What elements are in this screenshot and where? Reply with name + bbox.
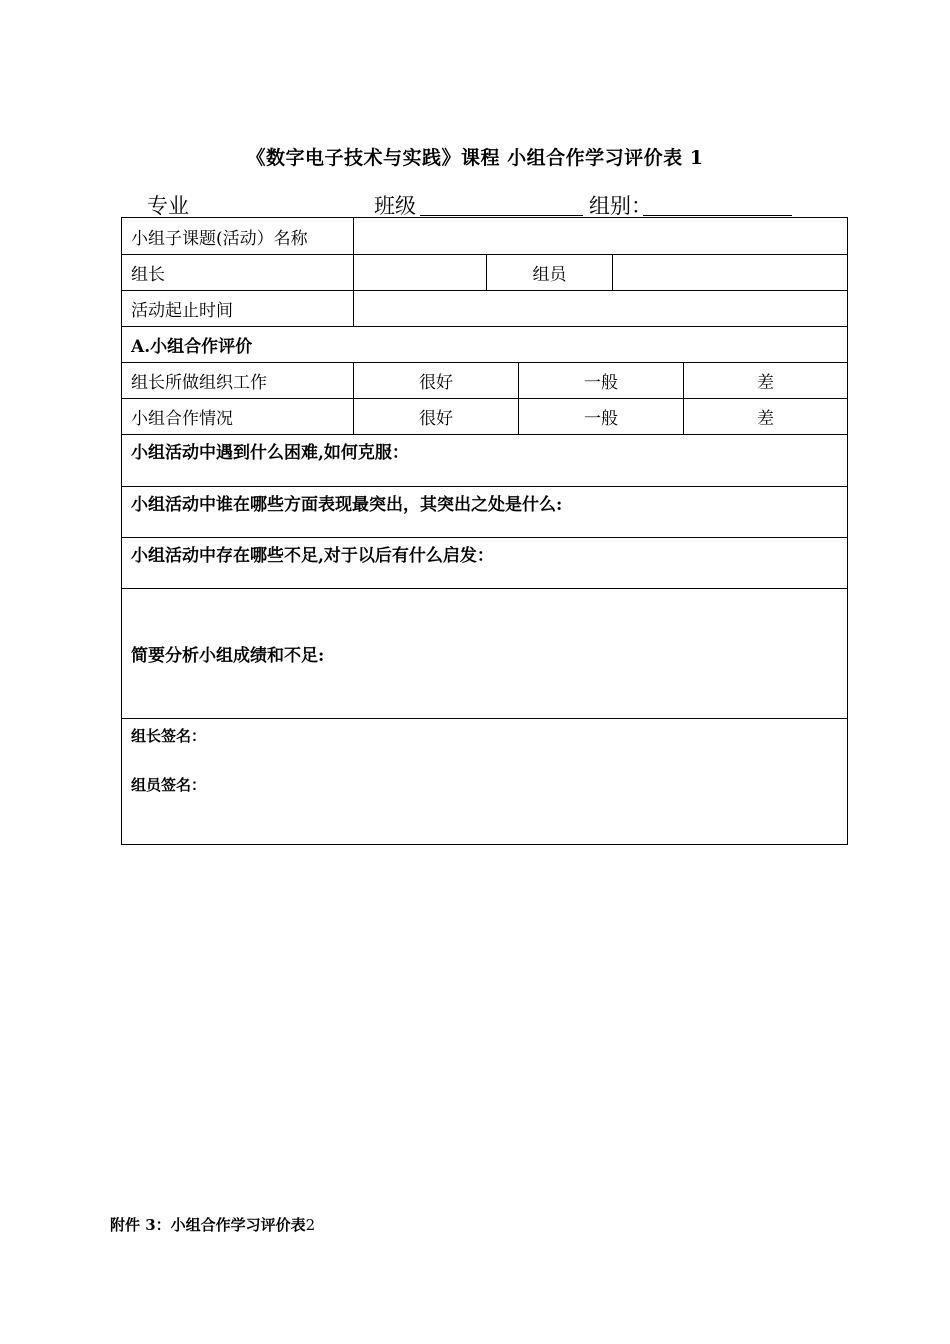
member-field[interactable] (613, 255, 848, 291)
document-title: 《数字电子技术与实践》课程 小组合作学习评价表 1 (246, 147, 704, 169)
topic-label: 小组子课题(活动）名称 (122, 218, 354, 255)
signature-spacer (131, 748, 838, 773)
rating-row (122, 363, 848, 399)
rating-option-poor[interactable]: 差 (684, 363, 848, 399)
section-a-heading: A.小组合作评价 (122, 327, 848, 363)
footer-label: 附件 3：小组合作学习评价表 (110, 1216, 306, 1234)
member-label: 组员 (487, 255, 613, 291)
group-underline (643, 215, 792, 216)
highlight-question[interactable]: 小组活动中谁在哪些方面表现最突出，其突出之处是什么: (122, 487, 848, 538)
footer-caption (110, 1214, 315, 1235)
topic-field[interactable] (354, 218, 848, 255)
rating-option-average[interactable]: 一般 (519, 363, 684, 399)
footer-number: 2 (305, 1216, 316, 1234)
difficulty-question[interactable]: 小组活动中遇到什么困难,如何克服： (122, 435, 848, 487)
leader-field[interactable] (354, 255, 487, 291)
rating-option-poor[interactable]: 差 (684, 399, 848, 435)
rating-row-label: 小组合作情况 (122, 399, 354, 435)
time-label: 活动起止时间 (122, 291, 354, 327)
group-label: 组别： (589, 194, 652, 218)
time-field[interactable] (354, 291, 848, 327)
leader-signature-label: 组长签名： (131, 727, 207, 745)
leader-label: 组长 (122, 255, 354, 291)
major-label: 专业 (147, 194, 189, 218)
analysis-question[interactable]: 简要分析小组成绩和不足: (122, 589, 848, 719)
rating-row (122, 399, 848, 435)
rating-option-good[interactable]: 很好 (354, 399, 519, 435)
shortcoming-question[interactable]: 小组活动中存在哪些不足,对于以后有什么启发： (122, 538, 848, 589)
rating-option-average[interactable]: 一般 (519, 399, 684, 435)
evaluation-form (121, 217, 848, 845)
class-label: 班级 (374, 194, 416, 218)
class-underline (420, 215, 583, 216)
rating-row-label: 组长所做组织工作 (122, 363, 354, 399)
signature-cell[interactable] (122, 719, 848, 845)
rating-option-good[interactable]: 很好 (354, 363, 519, 399)
member-signature-label: 组员签名： (131, 776, 207, 794)
